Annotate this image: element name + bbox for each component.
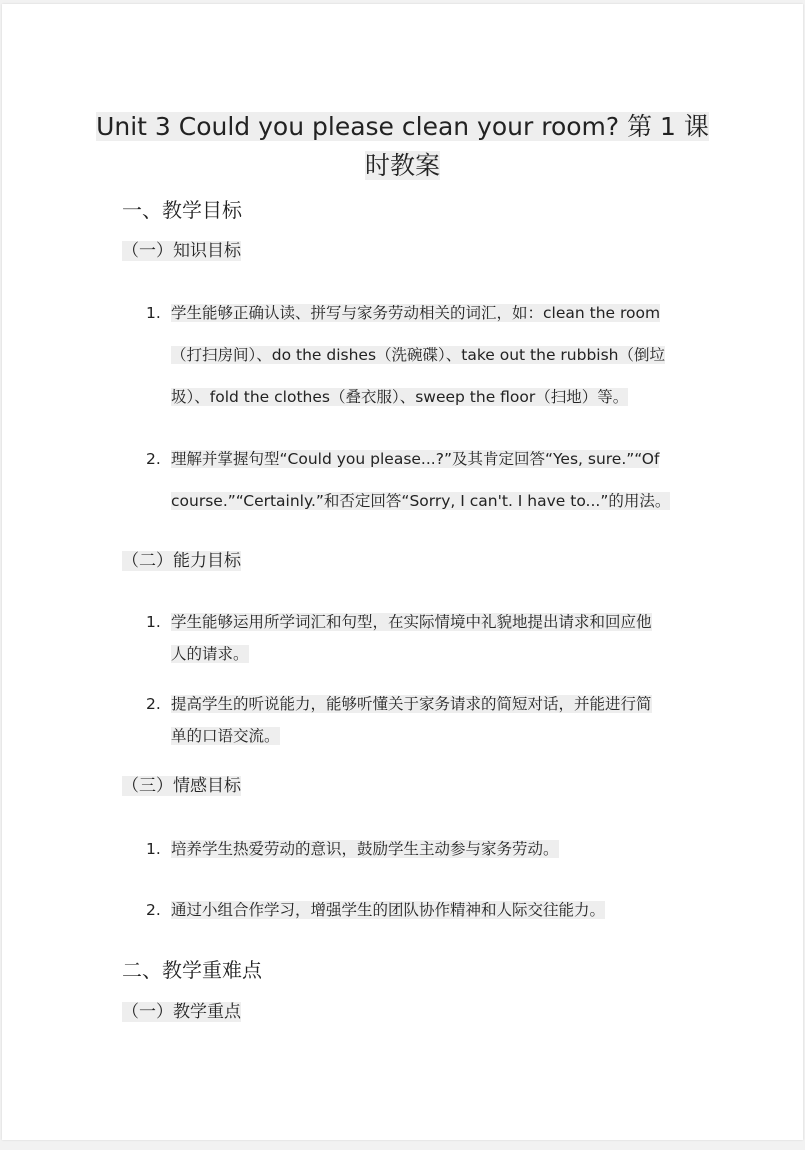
document-title-continued: 时教案	[364, 151, 440, 180]
subheading-emotion: （三）情感目标	[122, 776, 241, 796]
document-title: Unit 3 Could you please clean your room? 第 1 课	[96, 112, 709, 141]
section-heading-key-points: 二、教学重难点	[122, 958, 262, 982]
subheading-knowledge: （一）知识目标	[122, 241, 241, 261]
subheading-ability: （二）能力目标	[122, 551, 241, 571]
subheading-key-points: （一）教学重点	[122, 1002, 241, 1022]
section-heading-objectives: 一、教学目标	[122, 198, 242, 222]
